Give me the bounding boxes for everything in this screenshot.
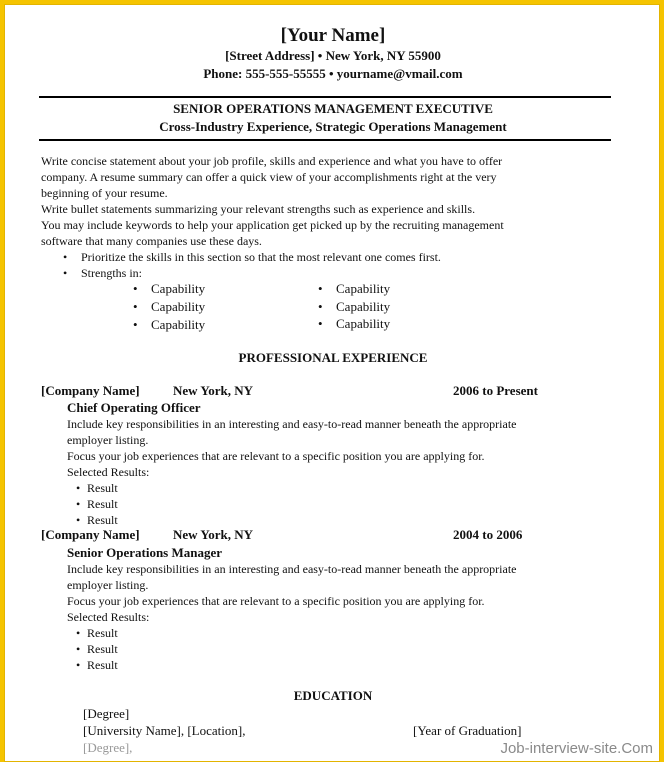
- job-result: • Result: [87, 512, 118, 528]
- job-result: • Result: [87, 480, 118, 496]
- capability-item: • Capability: [336, 316, 390, 332]
- capability-item: • Capability: [151, 281, 205, 297]
- job-desc-1: Include key responsibilities in an interesting and easy-to-read manner beneath the appropriate: [67, 562, 517, 576]
- job-desc-1: Include key responsibilities in an interesting and easy-to-read manner beneath the appropriate: [67, 417, 517, 431]
- education-heading: EDUCATION: [293, 688, 373, 703]
- job-dates: 2006 to Present: [453, 383, 538, 398]
- summary-line-1: Write concise statement about your job profile, skills and experience and what you have to offer: [41, 154, 503, 168]
- job-result: • Result: [87, 625, 118, 641]
- capability-item: • Capability: [151, 299, 205, 315]
- capability-item: • Capability: [336, 281, 390, 297]
- capability-item: • Capability: [151, 317, 205, 333]
- job-title: Senior Operations Manager: [67, 545, 223, 560]
- job-location: New York, NY: [173, 527, 254, 542]
- resume-name: [Your Name]: [280, 25, 386, 46]
- resume-page: [4, 4, 660, 762]
- job-desc-2: employer listing.: [67, 433, 149, 447]
- summary-line-4: Write bullet statements summarizing your relevant strengths such as experience and skills.: [41, 202, 476, 216]
- job-desc-3: Focus your job experiences that are relevant to a specific position you are applying for.: [67, 594, 485, 608]
- education-university: [University Name], [Location],: [83, 723, 246, 738]
- phone-email-line: Phone: 555-555-55555 • yourname@vmail.com: [203, 66, 463, 81]
- summary-line-2: company. A resume summary can offer a quick view of your accomplishments right at the very: [41, 170, 497, 184]
- education-degree-2: [Degree],: [83, 740, 133, 755]
- job-results-label: Selected Results:: [67, 465, 150, 479]
- job-result: • Result: [87, 496, 118, 512]
- education-degree: [Degree]: [83, 706, 130, 721]
- summary-bullet-1: • Prioritize the skills in this section so that the most relevant one comes first.: [81, 249, 441, 265]
- job-dates: 2004 to 2006: [453, 527, 523, 542]
- job-title: Chief Operating Officer: [67, 400, 201, 415]
- summary-line-6: software that many companies use these days.: [41, 234, 262, 248]
- experience-heading: PROFESSIONAL EXPERIENCE: [238, 350, 428, 365]
- headline-subtitle: Cross-Industry Experience, Strategic Operations Management: [159, 119, 507, 134]
- address-line: [Street Address] • New York, NY 55900: [225, 48, 441, 63]
- divider-top: [39, 96, 611, 98]
- capability-item: • Capability: [336, 299, 390, 315]
- divider-bottom: [39, 139, 611, 141]
- education-year: [Year of Graduation]: [413, 723, 522, 738]
- job-company: [Company Name]: [41, 383, 140, 398]
- job-location: New York, NY: [173, 383, 254, 398]
- job-results-label: Selected Results:: [67, 610, 150, 624]
- job-result: • Result: [87, 657, 118, 673]
- job-desc-2: employer listing.: [67, 578, 149, 592]
- job-result: • Result: [87, 641, 118, 657]
- summary-line-3: beginning of your resume.: [41, 186, 168, 200]
- summary-bullet-2: • Strengths in:: [81, 265, 142, 281]
- headline-title: SENIOR OPERATIONS MANAGEMENT EXECUTIVE: [173, 101, 493, 116]
- summary-line-5: You may include keywords to help your application get picked up by the recruiting management: [41, 218, 504, 232]
- site-watermark: Job-interview-site.Com: [500, 740, 653, 757]
- job-company: [Company Name]: [41, 527, 140, 542]
- job-desc-3: Focus your job experiences that are relevant to a specific position you are applying for.: [67, 449, 485, 463]
